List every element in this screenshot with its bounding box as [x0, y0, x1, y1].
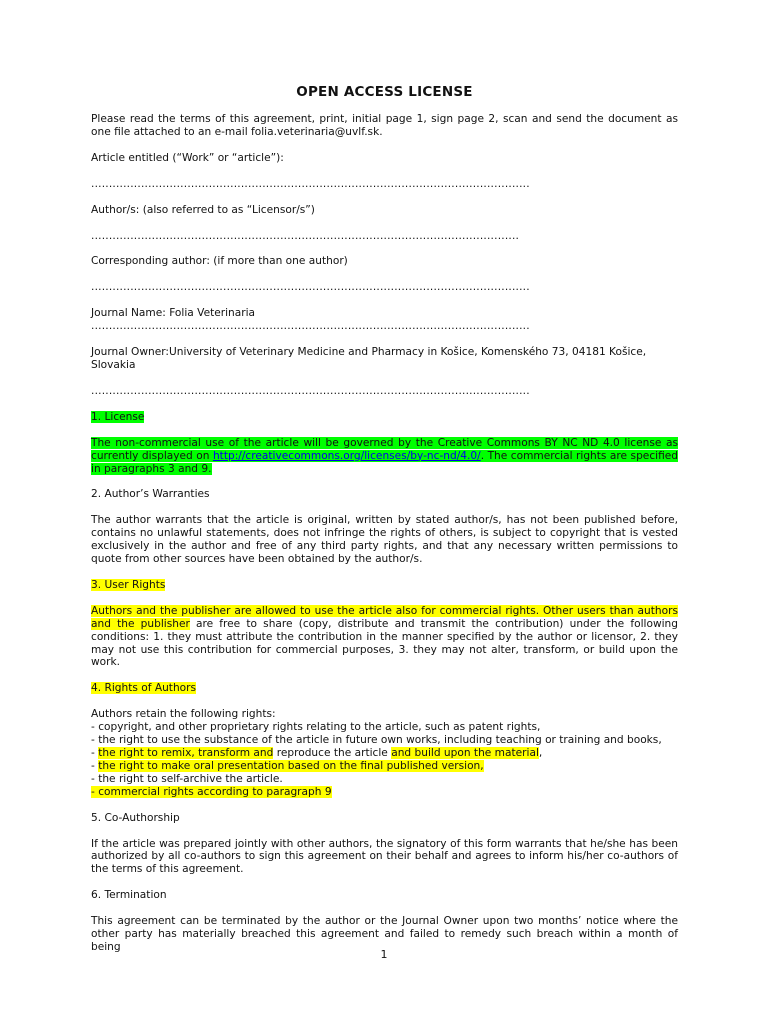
user-rights-heading-text: 3. User Rights [91, 578, 166, 591]
rights-of-authors-list [91, 708, 678, 798]
document-page [91, 84, 678, 967]
section-license-heading [91, 411, 678, 424]
corresponding-fill-line: ........................................................................................................................... [91, 281, 530, 294]
list-item: - the right to self-archive the article. [91, 772, 283, 785]
journal-owner-fill-line: ........................................................................................................................... [91, 384, 530, 397]
section-co-authorship-heading: 5. Co-Authorship [91, 811, 180, 824]
section-warranties-text: The author warrants that the article is original, written by stated author/s, has not been published before, contains no unlawful statements, does not infringe the rights of others, is subject to copyright that is vested exclusively in the author and free of any third party rights, and that any necessary written permissions to quote from other sources have been obtained by the author/s. [91, 514, 678, 566]
section-user-rights-text [91, 605, 678, 670]
list-item: - copyright, and other proprietary rights relating to the article, such as patent rights, [91, 721, 541, 734]
journal-name-fill-line: ........................................................................................................................... [91, 320, 530, 333]
rights-list-intro: Authors retain the following rights: [91, 708, 276, 721]
list-item: - the right to make oral presentation based on the final published version, [91, 759, 484, 772]
corresponding-label: Corresponding author: (if more than one author) [91, 255, 348, 268]
license-heading-text: 1. License [91, 410, 145, 423]
user-rights-highlight: Authors and the publisher are allowed to use the article also for commercial rights. Other users than authors and the publisher [91, 604, 678, 630]
journal-name-label: Journal Name: Folia Veterinaria [91, 307, 256, 320]
license-text-after: . The commercial rights are specified in paragraphs 3 and 9. [91, 449, 678, 475]
journal-owner-label: Journal Owner:University of Veterinary Medicine and Pharmacy in Košice, Komenského 73, 04181 Košice, Slovakia [91, 346, 647, 371]
user-rights-rest: are free to share (copy, distribute and transmit the contribution) under the following conditions: 1. they must attribute the contribution in the manner specified by the author or licensor, 2. they may not use this contribution for commercial purposes, 3. they may not alter, transform, or build upon the work. [91, 617, 678, 669]
section-warranties-heading: 2. Author’s Warranties [91, 488, 210, 501]
document-title: OPEN ACCESS LICENSE [296, 84, 473, 100]
section-termination-heading: 6. Termination [91, 889, 167, 902]
list-item: - the right to remix, transform and reproduce the article and build upon the material, [91, 747, 543, 759]
section-user-rights-heading [91, 579, 678, 592]
list-item: - commercial rights according to paragraph 9 [91, 785, 332, 798]
license-text-before: The non-commercial use of the article will be governed by the Creative Commons BY NC ND 4.0 license as currently displayed on [91, 436, 678, 462]
article-fill-line: ........................................................................................................................... [91, 177, 530, 190]
license-link[interactable]: http://creativecommons.org/licenses/by-nc-nd/4.0/ [212, 449, 481, 462]
list-item: - the right to use the substance of the article in future own works, including teaching or training and books, [91, 734, 662, 747]
authors-fill-line: ........................................................................................................................ [91, 229, 520, 242]
article-label: Article entitled (“Work” or “article”): [91, 151, 284, 164]
rights-of-authors-heading-text: 4. Rights of Authors [91, 682, 197, 695]
page-number: 1 [380, 948, 388, 961]
section-license-text [91, 437, 678, 476]
intro-paragraph: Please read the terms of this agreement, print, initial page 1, sign page 2, scan and send the document as one file attached to an e-mail folia.veterinaria@uvlf.sk. [91, 113, 678, 138]
section-termination-text: This agreement can be terminated by the author or the Journal Owner upon two months’ notice where the other party has materially breached this agreement and failed to remedy such breach within a month of being [91, 915, 678, 953]
section-rights-of-authors-heading [91, 682, 678, 695]
authors-label: Author/s: (also referred to as “Licensor/s”) [91, 203, 315, 216]
section-co-authorship-text: If the article was prepared jointly with other authors, the signatory of this form warrants that he/she has been authorized by all co-authors to sign this agreement on their behalf and agrees to inform his/her co-authors of the terms of this agreement. [91, 837, 678, 876]
